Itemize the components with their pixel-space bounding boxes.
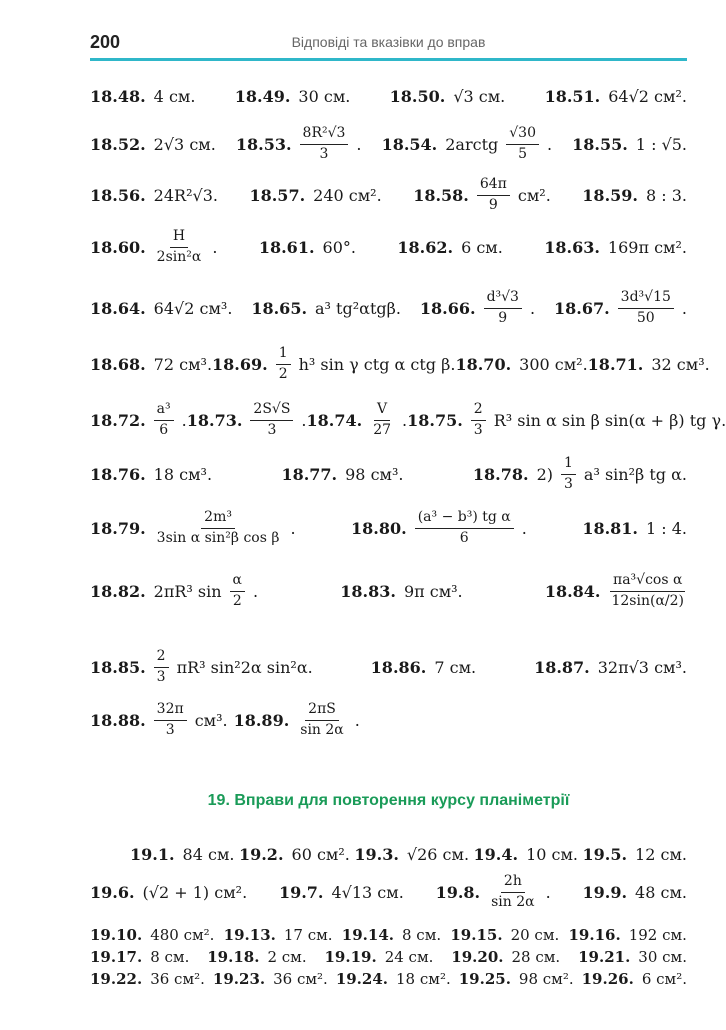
answer-item xyxy=(397,238,502,257)
answer-item xyxy=(473,456,687,492)
answer-item xyxy=(236,126,362,162)
answer-item xyxy=(588,355,710,374)
fraction-numerator: (a³ − b³) tg α xyxy=(415,510,514,528)
answer-item xyxy=(90,883,247,902)
exercise-number: 18.80. xyxy=(351,518,407,538)
answer-suffix: a³ sin²β tg α. xyxy=(583,464,687,484)
exercise-number: 18.66. xyxy=(419,298,476,318)
answer-text: (√2 + 1) см². xyxy=(142,882,248,902)
answer-item xyxy=(382,126,553,162)
answer-text: √26 см. xyxy=(406,844,470,864)
exercise-number: 18.78. xyxy=(472,464,529,484)
fraction-numerator: 2h xyxy=(501,874,525,892)
answer-text: 8 см. xyxy=(150,948,190,966)
answer-suffix: h³ sin γ ctg α ctg β. xyxy=(298,354,456,374)
fraction-denominator: 3 xyxy=(165,721,175,738)
answer-item xyxy=(413,177,551,213)
answer-suffix: . xyxy=(212,237,218,257)
answer-text: √3 см. xyxy=(453,86,506,106)
answer-text: 20 см. xyxy=(510,926,560,944)
answer-row xyxy=(90,870,687,914)
answer-item xyxy=(390,87,506,106)
answer-item xyxy=(354,845,469,864)
fraction-denominator: 50 xyxy=(636,309,655,326)
answer-item xyxy=(249,186,381,205)
exercise-number: 18.59. xyxy=(582,185,638,205)
answer-fraction xyxy=(370,402,394,438)
answer-text: 169π см². xyxy=(607,237,687,257)
answer-text: 64√2 см³. xyxy=(153,298,233,318)
answer-item xyxy=(534,658,687,677)
answer-text: 98 см³. xyxy=(345,464,404,484)
answer-item xyxy=(259,238,356,257)
answer-text: 4 см. xyxy=(153,86,196,106)
answer-suffix: см². xyxy=(517,185,551,205)
exercise-number: 19.25. xyxy=(458,970,511,988)
answer-text: 32π√3 см³. xyxy=(597,657,687,677)
fraction-denominator: 12sin(α/2) xyxy=(611,592,684,609)
answer-row xyxy=(90,225,687,269)
answer-item xyxy=(239,845,350,864)
exercise-number: 18.57. xyxy=(249,185,306,205)
answer-row xyxy=(90,82,687,110)
answer-text: 10 см. xyxy=(526,844,579,864)
page-header xyxy=(90,28,687,58)
exercise-number: 18.53. xyxy=(235,134,292,154)
exercise-number: 19.13. xyxy=(223,926,276,944)
exercise-number: 19.19. xyxy=(324,948,377,966)
answer-suffix: πR³ sin²2α sin²α. xyxy=(176,657,313,677)
answer-item xyxy=(90,970,205,988)
answer-text: 240 см². xyxy=(313,185,382,205)
fraction-denominator: 2sin²α xyxy=(156,248,202,265)
exercise-number: 18.65. xyxy=(251,298,308,318)
answer-item xyxy=(583,845,687,864)
running-title: Відповіді та вказівки до вправ xyxy=(291,34,486,50)
answer-fraction xyxy=(618,290,674,326)
exercise-number: 18.76. xyxy=(90,464,146,484)
answer-item xyxy=(90,510,296,546)
answer-fraction xyxy=(154,402,174,438)
answer-suffix: . xyxy=(354,710,360,730)
answer-fraction xyxy=(561,456,576,492)
answer-fraction xyxy=(250,402,293,438)
exercise-number: 19.22. xyxy=(90,970,143,988)
answer-item xyxy=(436,874,551,910)
answer-row xyxy=(90,342,710,386)
exercise-number: 18.83. xyxy=(340,581,396,601)
answer-fraction xyxy=(300,126,349,162)
exercise-number: 19.21. xyxy=(578,948,631,966)
answer-item xyxy=(90,186,218,205)
exercise-number: 18.61. xyxy=(258,237,315,257)
exercise-number: 18.64. xyxy=(90,298,146,318)
fraction-numerator: a³ xyxy=(154,402,174,420)
answer-row xyxy=(90,505,687,551)
answer-suffix: . xyxy=(253,581,259,601)
answer-text: 8 : 3. xyxy=(645,185,687,205)
answer-item xyxy=(224,926,333,944)
exercise-number: 18.87. xyxy=(534,657,590,677)
answer-item xyxy=(474,845,578,864)
answer-item xyxy=(279,883,404,902)
exercise-number: 18.49. xyxy=(234,86,291,106)
answer-item xyxy=(455,355,587,374)
fraction-denominator: 3sin α sin²β cos β xyxy=(156,529,280,546)
answer-suffix: . xyxy=(529,298,536,318)
exercise-number: 18.74. xyxy=(306,410,363,430)
answer-item xyxy=(90,649,313,685)
fraction-numerator: 2 xyxy=(471,402,486,420)
answer-text: 48 см. xyxy=(635,882,687,902)
answer-item xyxy=(90,135,216,154)
answer-item xyxy=(235,87,351,106)
answer-text: 24 см. xyxy=(384,948,434,966)
answer-item xyxy=(545,87,687,106)
fraction-numerator: 2m³ xyxy=(201,510,235,528)
exercise-number: 18.71. xyxy=(587,354,644,374)
answer-fraction xyxy=(297,702,347,738)
fraction-denominator: 9 xyxy=(488,196,498,213)
fraction-numerator: 8R²√3 xyxy=(300,126,349,144)
answer-row xyxy=(130,840,687,868)
answer-text: 2√3 см. xyxy=(153,134,216,154)
answer-text: 18 см³. xyxy=(153,464,213,484)
fraction-numerator: α xyxy=(230,573,245,591)
answer-fraction xyxy=(471,402,486,438)
exercise-number: 19.2. xyxy=(238,844,284,864)
answer-text: 300 см². xyxy=(519,354,588,374)
header-rule xyxy=(90,58,687,61)
answer-item xyxy=(459,970,574,988)
fraction-denominator: 2 xyxy=(278,365,288,382)
answer-item xyxy=(351,510,527,546)
answer-prefix: 2πR³ sin xyxy=(153,581,222,601)
exercise-number: 18.75. xyxy=(407,410,463,430)
answer-row xyxy=(90,968,687,990)
answer-fraction xyxy=(484,290,522,326)
answer-row xyxy=(90,565,687,617)
page-number: 200 xyxy=(90,32,121,52)
exercise-number: 19.15. xyxy=(450,926,503,944)
fraction-numerator: 1 xyxy=(561,456,576,474)
answer-text: 1 : 4. xyxy=(645,518,687,538)
answer-item xyxy=(307,402,408,438)
exercise-number: 18.68. xyxy=(90,354,146,374)
fraction-denominator: 3 xyxy=(267,421,277,438)
answer-item xyxy=(583,883,687,902)
answer-text: 30 см. xyxy=(638,948,687,966)
exercise-number: 18.54. xyxy=(381,134,438,154)
exercise-number: 18.48. xyxy=(90,86,146,106)
exercise-number: 18.55. xyxy=(572,134,628,154)
answer-fraction xyxy=(477,177,510,213)
answer-suffix: . xyxy=(301,410,307,430)
answer-fraction xyxy=(276,346,291,382)
answer-item xyxy=(554,290,687,326)
answer-item xyxy=(90,926,214,944)
exercise-number: 18.60. xyxy=(90,237,146,257)
exercise-number: 18.67. xyxy=(554,298,610,318)
answer-item xyxy=(251,299,401,318)
answer-fraction xyxy=(608,573,687,609)
exercise-number: 19.17. xyxy=(90,948,143,966)
answer-item xyxy=(207,948,306,966)
exercise-number: 19.4. xyxy=(473,844,519,864)
answer-item xyxy=(130,845,234,864)
answer-row xyxy=(90,698,687,742)
answer-row xyxy=(90,398,726,442)
answer-text: 60 см². xyxy=(291,844,350,864)
answer-item xyxy=(578,948,687,966)
answer-item xyxy=(342,926,441,944)
answer-row xyxy=(90,124,687,164)
answer-item xyxy=(90,465,212,484)
answer-row xyxy=(90,946,687,968)
answer-fraction xyxy=(506,126,539,162)
answer-item xyxy=(420,290,535,326)
fraction-denominator: 27 xyxy=(373,421,392,438)
exercise-number: 18.73. xyxy=(186,410,243,430)
exercise-number: 18.62. xyxy=(397,237,454,257)
fraction-denominator: 6 xyxy=(459,529,469,546)
fraction-numerator: √30 xyxy=(506,126,539,144)
answer-row xyxy=(90,924,687,946)
exercise-number: 19.1. xyxy=(130,844,175,864)
exercise-number: 19.5. xyxy=(582,844,628,864)
answer-suffix: . xyxy=(681,298,687,318)
answer-item xyxy=(544,238,687,257)
answer-text: 6 см. xyxy=(461,237,503,257)
exercise-number: 18.81. xyxy=(582,518,638,538)
fraction-denominator: 2 xyxy=(232,592,242,609)
fraction-denominator: 5 xyxy=(518,145,528,162)
exercise-number: 19.18. xyxy=(207,948,260,966)
answer-fraction xyxy=(154,510,283,546)
answer-text: 72 см³. xyxy=(153,354,213,374)
exercise-number: 19.23. xyxy=(212,970,266,988)
exercise-number: 18.77. xyxy=(281,464,338,484)
answer-item xyxy=(90,948,189,966)
answer-item xyxy=(213,970,328,988)
answer-item xyxy=(90,87,195,106)
answer-item xyxy=(234,702,360,738)
answer-item xyxy=(90,702,228,738)
exercise-number: 18.89. xyxy=(233,710,290,730)
answer-suffix: . xyxy=(402,410,408,430)
answer-item xyxy=(187,402,307,438)
answer-text: 36 см². xyxy=(150,970,205,988)
exercise-number: 19.16. xyxy=(568,926,621,944)
answer-item xyxy=(451,948,560,966)
answer-fraction xyxy=(154,229,205,265)
exercise-number: 19.8. xyxy=(435,882,481,902)
fraction-denominator: 3 xyxy=(564,475,573,492)
answer-suffix: . xyxy=(181,410,187,430)
fraction-denominator: sin 2α xyxy=(300,721,344,738)
answer-text: 18 см². xyxy=(396,970,451,988)
answer-text: 8 см. xyxy=(402,926,442,944)
fraction-denominator: 9 xyxy=(498,309,508,326)
exercise-number: 19.3. xyxy=(354,844,399,864)
answer-item xyxy=(90,573,258,609)
fraction-numerator: 32π xyxy=(154,702,187,720)
answer-row xyxy=(90,174,687,216)
answer-fraction xyxy=(154,702,187,738)
answer-text: 36 см². xyxy=(273,970,328,988)
exercise-number: 18.79. xyxy=(90,518,146,538)
exercise-number: 18.63. xyxy=(544,237,600,257)
answer-item xyxy=(371,658,476,677)
answer-fraction xyxy=(415,510,514,546)
answer-item xyxy=(407,402,726,438)
answer-item xyxy=(325,948,434,966)
answer-text: 17 см. xyxy=(283,926,333,944)
answer-row xyxy=(90,285,687,331)
answer-text: 1 : √5. xyxy=(635,134,687,154)
answer-item xyxy=(545,573,687,609)
fraction-numerator: d³√3 xyxy=(484,290,522,308)
fraction-denominator: 6 xyxy=(159,421,169,438)
fraction-numerator: 3d³√15 xyxy=(618,290,674,308)
answer-item xyxy=(569,926,687,944)
answer-item xyxy=(90,355,212,374)
answer-prefix: 2) xyxy=(536,464,553,484)
answer-suffix: . xyxy=(290,518,296,538)
answer-text: 30 см. xyxy=(298,86,351,106)
answer-text: 9π см³. xyxy=(403,581,463,601)
answer-suffix: . xyxy=(545,882,551,902)
fraction-denominator: 3 xyxy=(156,668,166,685)
fraction-numerator: 2S√S xyxy=(250,402,293,420)
fraction-denominator: 3 xyxy=(319,145,329,162)
answer-text: a³ tg²αtgβ. xyxy=(315,298,401,318)
answer-item xyxy=(281,465,403,484)
exercise-number: 18.85. xyxy=(90,657,146,677)
fraction-numerator: 2 xyxy=(154,649,169,667)
exercise-number: 19.10. xyxy=(90,926,143,944)
answer-text: 32 см³. xyxy=(651,354,710,374)
exercise-number: 18.58. xyxy=(413,185,469,205)
answer-text: 64√2 см². xyxy=(608,86,687,106)
answer-row xyxy=(90,645,687,689)
answer-fraction xyxy=(230,573,245,609)
fraction-numerator: πa³√cos α xyxy=(610,573,685,591)
answer-suffix: . xyxy=(356,134,362,154)
answer-item xyxy=(90,229,217,265)
fraction-numerator: 1 xyxy=(276,346,291,364)
exercise-number: 18.84. xyxy=(544,581,601,601)
fraction-numerator: V xyxy=(374,402,390,420)
answer-item xyxy=(90,402,187,438)
answer-suffix: . xyxy=(546,134,553,154)
answer-item xyxy=(582,186,687,205)
answer-item xyxy=(336,970,451,988)
exercise-number: 18.72. xyxy=(90,410,146,430)
answer-text: 480 см². xyxy=(150,926,215,944)
exercise-number: 18.56. xyxy=(90,185,146,205)
answer-item xyxy=(450,926,559,944)
exercise-number: 19.7. xyxy=(278,882,324,902)
fraction-numerator: 2πS xyxy=(305,702,339,720)
exercise-number: 18.50. xyxy=(389,86,446,106)
exercise-number: 18.82. xyxy=(90,581,146,601)
exercise-number: 18.86. xyxy=(370,657,427,677)
answer-text: 12 см. xyxy=(635,844,687,864)
section-title: 19. Вправи для повторення курсу планіметрії xyxy=(207,792,570,809)
answer-text: 4√13 см. xyxy=(331,882,404,902)
exercise-number: 19.6. xyxy=(90,882,135,902)
answer-item xyxy=(582,970,687,988)
answer-text: 2 см. xyxy=(267,948,307,966)
answer-row xyxy=(90,452,687,496)
answer-prefix: 2arctg xyxy=(445,134,499,154)
answer-text: 28 см. xyxy=(511,948,561,966)
exercise-number: 18.51. xyxy=(544,86,601,106)
answer-item xyxy=(90,299,232,318)
exercise-number: 18.52. xyxy=(90,134,146,154)
exercise-number: 19.20. xyxy=(451,948,504,966)
fraction-numerator: 64π xyxy=(477,177,510,195)
exercise-number: 18.69. xyxy=(212,354,268,374)
answer-item xyxy=(212,346,455,382)
exercise-number: 18.88. xyxy=(90,710,146,730)
answer-text: 84 см. xyxy=(182,844,235,864)
answer-fraction xyxy=(488,874,538,910)
exercise-number: 19.26. xyxy=(581,970,634,988)
answer-text: 6 см². xyxy=(641,970,687,988)
answer-suffix: см³. xyxy=(194,710,228,730)
answer-text: 24R²√3. xyxy=(153,185,218,205)
answer-text: 98 см². xyxy=(518,970,574,988)
answer-text: 60°. xyxy=(322,237,356,257)
exercise-number: 18.70. xyxy=(455,354,512,374)
fraction-numerator: H xyxy=(170,229,188,247)
fraction-denominator: sin 2α xyxy=(491,893,535,910)
answer-item xyxy=(572,135,687,154)
answer-item xyxy=(582,519,687,538)
answer-fraction xyxy=(154,649,169,685)
exercise-number: 19.9. xyxy=(582,882,628,902)
answer-suffix: . xyxy=(521,518,527,538)
exercise-number: 19.14. xyxy=(341,926,394,944)
fraction-denominator: 3 xyxy=(473,421,483,438)
answer-item xyxy=(340,582,462,601)
answer-text: 192 см. xyxy=(628,926,687,944)
answer-suffix: R³ sin α sin β sin(α + β) tg γ. xyxy=(493,410,726,430)
exercise-number: 19.24. xyxy=(335,970,389,988)
answer-text: 7 см. xyxy=(434,657,477,677)
